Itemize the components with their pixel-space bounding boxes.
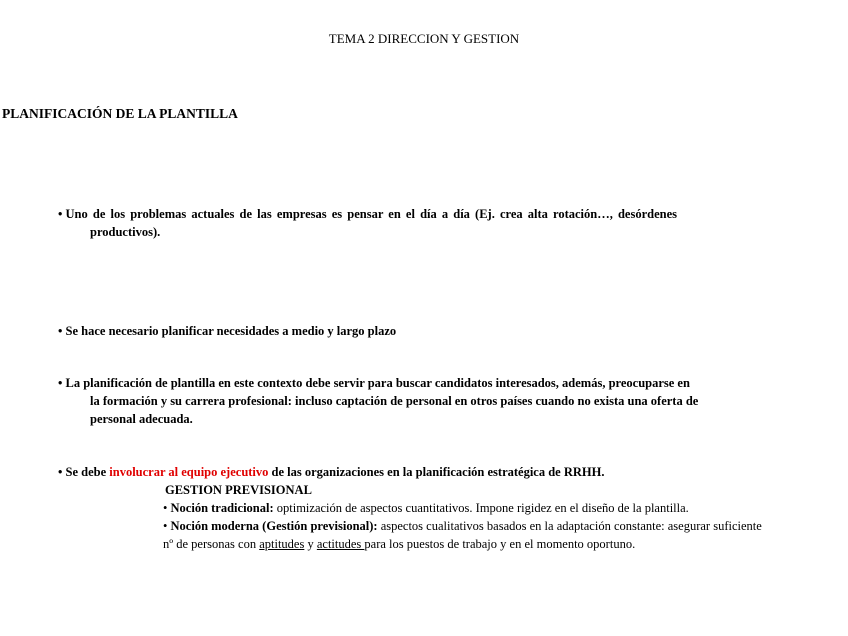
prev-line3-post: para los puestos de trabajo y en el momento oportuno. (364, 537, 636, 551)
prev-heading: GESTION PREVISIONAL (165, 483, 312, 497)
bullet-icon: • (58, 465, 63, 479)
prev-trad-text: optimización de aspectos cuantitativos. Impone rigidez en el diseño de la plantilla. (273, 501, 689, 515)
prev-traditional (163, 499, 689, 517)
bullet-icon: • (58, 207, 63, 221)
bullet-2 (58, 322, 396, 340)
actitudes-word: actitudes (316, 537, 365, 551)
bullet-4-highlight: involucrar al equipo ejecutivo (109, 465, 269, 479)
bullet-2-text: Se hace necesario planificar necesidades a medio y largo plazo (65, 324, 397, 338)
bullet-1-line2: productivos). (90, 225, 161, 239)
bullet-3-line2: la formación y su carrera profesional: incluso captación de personal en otros países cuando no exista una oferta de (90, 394, 699, 408)
bullet-4 (58, 463, 604, 481)
bullet-3-line3: personal adecuada. (90, 412, 193, 426)
prev-trad-label: Noción tradicional: (170, 501, 274, 515)
y-word: y (304, 537, 317, 551)
bullet-icon: • (163, 501, 168, 515)
prev-modern-line2 (163, 535, 635, 553)
prev-mod-label: Noción moderna (Gestión previsional): (170, 519, 378, 533)
bullet-icon: • (58, 324, 63, 338)
bullet-4-post: de las organizaciones en la planificación estratégica de RRHH. (268, 465, 605, 479)
prev-line3-pre: nº de personas con (163, 537, 260, 551)
aptitudes-word: aptitudes (259, 537, 305, 551)
prev-mod-text: aspectos cualitativos basados en la adaptación constante: asegurar suficiente (377, 519, 762, 533)
bullet-icon: • (58, 376, 63, 390)
prev-modern (163, 517, 762, 535)
bullet-3 (58, 374, 690, 392)
bullet-3-line1: La planificación de plantilla en este contexto debe servir para buscar candidatos interesados, además, preocuparse en (65, 376, 690, 390)
section-heading: PLANIFICACIÓN DE LA PLANTILLA (2, 106, 238, 121)
bullet-4-pre: Se debe (65, 465, 110, 479)
bullet-icon: • (163, 519, 168, 533)
bullet-1-line1: Uno de los problemas actuales de las empresas es pensar en el día a día (Ej. crea alta rotación…, desórdenes (65, 207, 678, 221)
page-title: TEMA 2 DIRECCION Y GESTION (328, 31, 520, 46)
bullet-1 (58, 205, 677, 223)
